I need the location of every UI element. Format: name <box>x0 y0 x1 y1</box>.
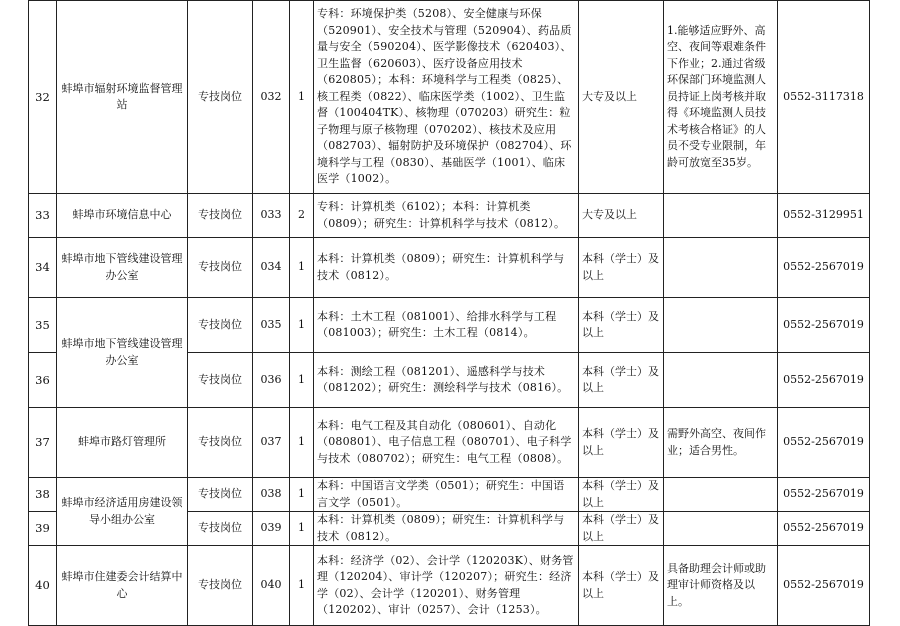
row-post: 专技岗位 <box>188 408 253 478</box>
row-seq: 40 <box>29 546 57 626</box>
row-phone: 0552-2567019 <box>778 353 870 408</box>
row-post: 专技岗位 <box>188 512 253 546</box>
table-row <box>29 1 870 194</box>
row-code: 040 <box>253 546 290 626</box>
row-major: 本科：测绘工程（081201）、遥感科学与技术（081202）；研究生：测绘科学与技术（0816）。 <box>314 353 579 408</box>
row-seq: 34 <box>29 238 57 298</box>
row-code: 038 <box>253 478 290 512</box>
row-phone: 0552-3117318 <box>778 1 870 194</box>
row-unit: 蚌埠市路灯管理所 <box>57 408 188 478</box>
row-major: 本科：经济学（02）、会计学（120203K）、财务管理（120204）、审计学（120207）；研究生：经济学（02）、会计学（120201）、财务管理（120202）、审计（0257）、会计（1253）。 <box>314 546 579 626</box>
row-post: 专技岗位 <box>188 194 253 238</box>
row-edu: 本科（学士）及以上 <box>579 238 664 298</box>
table-row <box>29 408 870 478</box>
row-num: 1 <box>290 546 314 626</box>
row-major: 专科：计算机类（6102）；本科：计算机类（0809）；研究生：计算机科学与技术（0812）。 <box>314 194 579 238</box>
recruitment-table <box>28 0 870 626</box>
row-post: 专技岗位 <box>188 353 253 408</box>
row-edu: 大专及以上 <box>579 1 664 194</box>
row-seq: 38 <box>29 478 57 512</box>
row-code: 033 <box>253 194 290 238</box>
row-edu: 本科（学士）及以上 <box>579 353 664 408</box>
row-post: 专技岗位 <box>188 546 253 626</box>
row-edu: 本科（学士）及以上 <box>579 478 664 512</box>
row-unit: 蚌埠市地下管线建设管理办公室 <box>57 298 188 408</box>
row-unit: 蚌埠市地下管线建设管理办公室 <box>57 238 188 298</box>
row-major: 本科：土木工程（081001）、给排水科学与工程（081003）；研究生：土木工程（0814）。 <box>314 298 579 353</box>
row-phone: 0552-2567019 <box>778 478 870 512</box>
row-major: 本科：计算机类（0809）；研究生：计算机科学与技术（0812）。 <box>314 238 579 298</box>
row-seq: 33 <box>29 194 57 238</box>
row-num: 1 <box>290 478 314 512</box>
row-code: 037 <box>253 408 290 478</box>
row-code: 035 <box>253 298 290 353</box>
row-other <box>664 298 778 353</box>
row-seq: 36 <box>29 353 57 408</box>
table-row <box>29 194 870 238</box>
row-seq: 39 <box>29 512 57 546</box>
row-other <box>664 194 778 238</box>
table-row <box>29 298 870 353</box>
row-num: 1 <box>290 238 314 298</box>
row-num: 1 <box>290 298 314 353</box>
row-phone: 0552-3129951 <box>778 194 870 238</box>
row-other: 具备助理会计师或助理审计师资格及以上。 <box>664 546 778 626</box>
row-seq: 32 <box>29 1 57 194</box>
row-num: 1 <box>290 512 314 546</box>
row-post: 专技岗位 <box>188 238 253 298</box>
row-unit: 蚌埠市辐射环境监督管理站 <box>57 1 188 194</box>
row-other <box>664 353 778 408</box>
row-major: 本科：中国语言文学类（0501）；研究生：中国语言文学（0501）。 <box>314 478 579 512</box>
row-unit: 蚌埠市环境信息中心 <box>57 194 188 238</box>
row-unit: 蚌埠市经济适用房建设领导小组办公室 <box>57 478 188 546</box>
row-other <box>664 512 778 546</box>
row-num: 1 <box>290 353 314 408</box>
row-code: 039 <box>253 512 290 546</box>
row-code: 032 <box>253 1 290 194</box>
row-major: 本科：计算机类（0809）；研究生：计算机科学与技术（0812）。 <box>314 512 579 546</box>
row-edu: 本科（学士）及以上 <box>579 408 664 478</box>
row-edu: 大专及以上 <box>579 194 664 238</box>
row-phone: 0552-2567019 <box>778 298 870 353</box>
row-edu: 本科（学士）及以上 <box>579 546 664 626</box>
row-other <box>664 238 778 298</box>
row-code: 036 <box>253 353 290 408</box>
row-num: 2 <box>290 194 314 238</box>
row-major: 本科：电气工程及其自动化（080601）、自动化（080801）、电子信息工程（080701）、电子科学与技术（080702）；研究生：电气工程（0808）。 <box>314 408 579 478</box>
row-edu: 本科（学士）及以上 <box>579 512 664 546</box>
row-unit: 蚌埠市住建委会计结算中心 <box>57 546 188 626</box>
row-num: 1 <box>290 408 314 478</box>
row-code: 034 <box>253 238 290 298</box>
row-phone: 0552-2567019 <box>778 238 870 298</box>
row-seq: 37 <box>29 408 57 478</box>
row-post: 专技岗位 <box>188 478 253 512</box>
row-other: 需野外高空、夜间作业；适合男性。 <box>664 408 778 478</box>
row-num: 1 <box>290 1 314 194</box>
row-phone: 0552-2567019 <box>778 546 870 626</box>
row-other <box>664 478 778 512</box>
row-major: 专科：环境保护类（5208）、安全健康与环保（520901）、安全技术与管理（520904）、药品质量与安全（590204）、医学影像技术（620403）、卫生监督（620603）、医疗设备应用技术（620805）；本科：环境科学与工程类（0825）、核工程类（0822）、临床医学类（1002）、卫生监督（100404TK）、核物理（070203）研究生：粒子物理与原子核物理（070202）、核技术及应用（082703）、辐射防护及环境保护（082704）、环境科学与工程（0830）、基础医学（1001）、临床医学（1002）。 <box>314 1 579 194</box>
row-post: 专技岗位 <box>188 298 253 353</box>
row-other: 1.能够适应野外、高空、夜间等艰难条件下作业；2.通过省级环保部门环境监测人员持证上岗考核并取得《环境监测人员技术考核合格证》的人员不受专业限制，年龄可放宽至35岁。 <box>664 1 778 194</box>
row-phone: 0552-2567019 <box>778 512 870 546</box>
row-phone: 0552-2567019 <box>778 408 870 478</box>
table-row <box>29 478 870 512</box>
row-edu: 本科（学士）及以上 <box>579 298 664 353</box>
table-row <box>29 238 870 298</box>
table-row <box>29 546 870 626</box>
row-seq: 35 <box>29 298 57 353</box>
row-post: 专技岗位 <box>188 1 253 194</box>
